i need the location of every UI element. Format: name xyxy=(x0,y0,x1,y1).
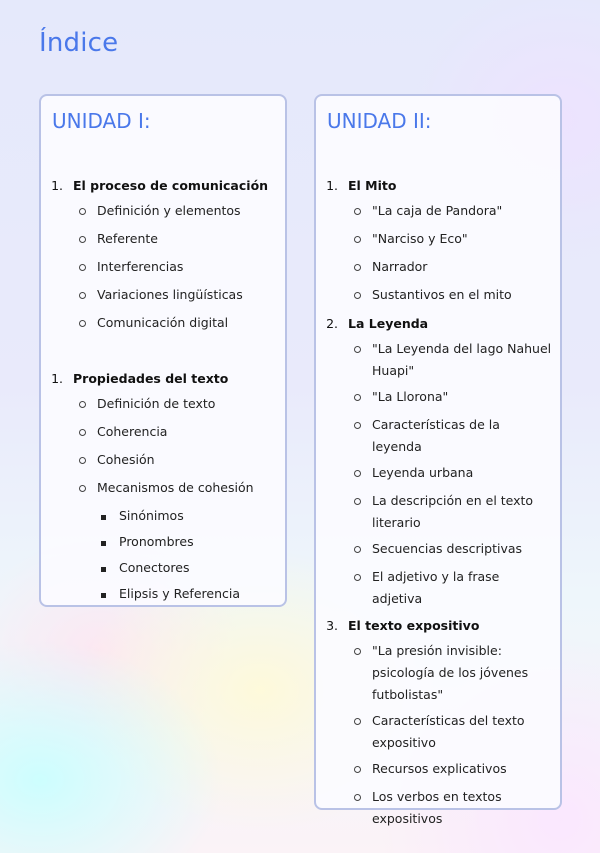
topic-number: 1. xyxy=(51,370,63,386)
unit-2-card xyxy=(314,94,562,826)
circle-bullet-icon xyxy=(79,236,86,243)
list-item: "Narciso y Eco" xyxy=(316,226,560,254)
list-item: Características del texto expositivo xyxy=(316,708,560,756)
topic-label: El proceso de comunicación xyxy=(73,177,269,193)
circle-bullet-icon xyxy=(79,320,86,327)
list-subitem: Pronombres xyxy=(41,529,285,555)
list-subitem: Sinónimos xyxy=(41,503,285,529)
list-item: El adjetivo y la frase adjetiva xyxy=(316,564,560,612)
list-item: Secuencias descriptivas xyxy=(316,536,560,564)
circle-bullet-icon xyxy=(354,394,361,401)
list-subitem: Conectores xyxy=(41,555,285,581)
circle-bullet-icon xyxy=(354,648,361,655)
circle-bullet-icon xyxy=(354,346,361,353)
unit-title: UNIDAD II: xyxy=(327,109,432,133)
list-item: Variaciones lingüísticas xyxy=(41,282,285,310)
list-item: Características de la leyenda xyxy=(316,412,560,460)
circle-bullet-icon xyxy=(354,498,361,505)
circle-bullet-icon xyxy=(354,292,361,299)
circle-bullet-icon xyxy=(354,236,361,243)
list-item: Definición y elementos xyxy=(41,198,285,226)
list-item: "La Llorona" xyxy=(316,384,560,412)
topic-label: La Leyenda xyxy=(348,315,429,331)
list-item: Referente xyxy=(41,226,285,254)
topic-number: 2. xyxy=(326,315,338,331)
circle-bullet-icon xyxy=(79,457,86,464)
topic-label: El Mito xyxy=(348,177,397,193)
circle-bullet-icon xyxy=(79,429,86,436)
circle-bullet-icon xyxy=(354,794,361,801)
topic-number: 1. xyxy=(326,177,338,193)
topic-myth xyxy=(316,172,560,832)
topic-label: Propiedades del texto xyxy=(73,370,229,386)
list-item: Narrador xyxy=(316,254,560,282)
topic-number: 1. xyxy=(51,177,63,193)
circle-bullet-icon xyxy=(79,401,86,408)
list-item: "La caja de Pandora" xyxy=(316,198,560,226)
topic-number: 3. xyxy=(326,617,338,633)
list-item: Los verbos en textos expositivos xyxy=(316,784,560,832)
circle-bullet-icon xyxy=(354,546,361,553)
topic-communication xyxy=(41,172,285,338)
list-item: Recursos explicativos xyxy=(316,756,560,784)
list-item: Sustantivos en el mito xyxy=(316,282,560,310)
square-bullet-icon xyxy=(101,541,106,546)
circle-bullet-icon xyxy=(354,422,361,429)
circle-bullet-icon xyxy=(354,766,361,773)
topic-text-properties xyxy=(41,365,285,607)
list-item: Coherencia xyxy=(41,419,285,447)
topic-label: El texto expositivo xyxy=(348,617,480,633)
list-subitem: Elipsis y Referencia xyxy=(41,581,285,607)
circle-bullet-icon xyxy=(354,264,361,271)
page-title: Índice xyxy=(39,28,119,58)
circle-bullet-icon xyxy=(79,264,86,271)
list-item: Definición de texto xyxy=(41,391,285,419)
circle-bullet-icon xyxy=(354,470,361,477)
list-item: Comunicación digital xyxy=(41,310,285,338)
list-item: Interferencias xyxy=(41,254,285,282)
list-item: Mecanismos de cohesión xyxy=(41,475,285,503)
circle-bullet-icon xyxy=(79,485,86,492)
square-bullet-icon xyxy=(101,515,106,520)
square-bullet-icon xyxy=(101,593,106,598)
list-item: Leyenda urbana xyxy=(316,460,560,488)
unit-1-card xyxy=(39,94,287,607)
circle-bullet-icon xyxy=(79,292,86,299)
circle-bullet-icon xyxy=(354,574,361,581)
list-item: "La presión invisible: psicología de los jóvenes futbolistas" xyxy=(316,638,560,708)
circle-bullet-icon xyxy=(354,208,361,215)
square-bullet-icon xyxy=(101,567,106,572)
circle-bullet-icon xyxy=(79,208,86,215)
unit-title: UNIDAD I: xyxy=(52,109,151,133)
list-item: "La Leyenda del lago Nahuel Huapi" xyxy=(316,336,560,384)
circle-bullet-icon xyxy=(354,718,361,725)
list-item: La descripción en el texto literario xyxy=(316,488,560,536)
list-item: Cohesión xyxy=(41,447,285,475)
